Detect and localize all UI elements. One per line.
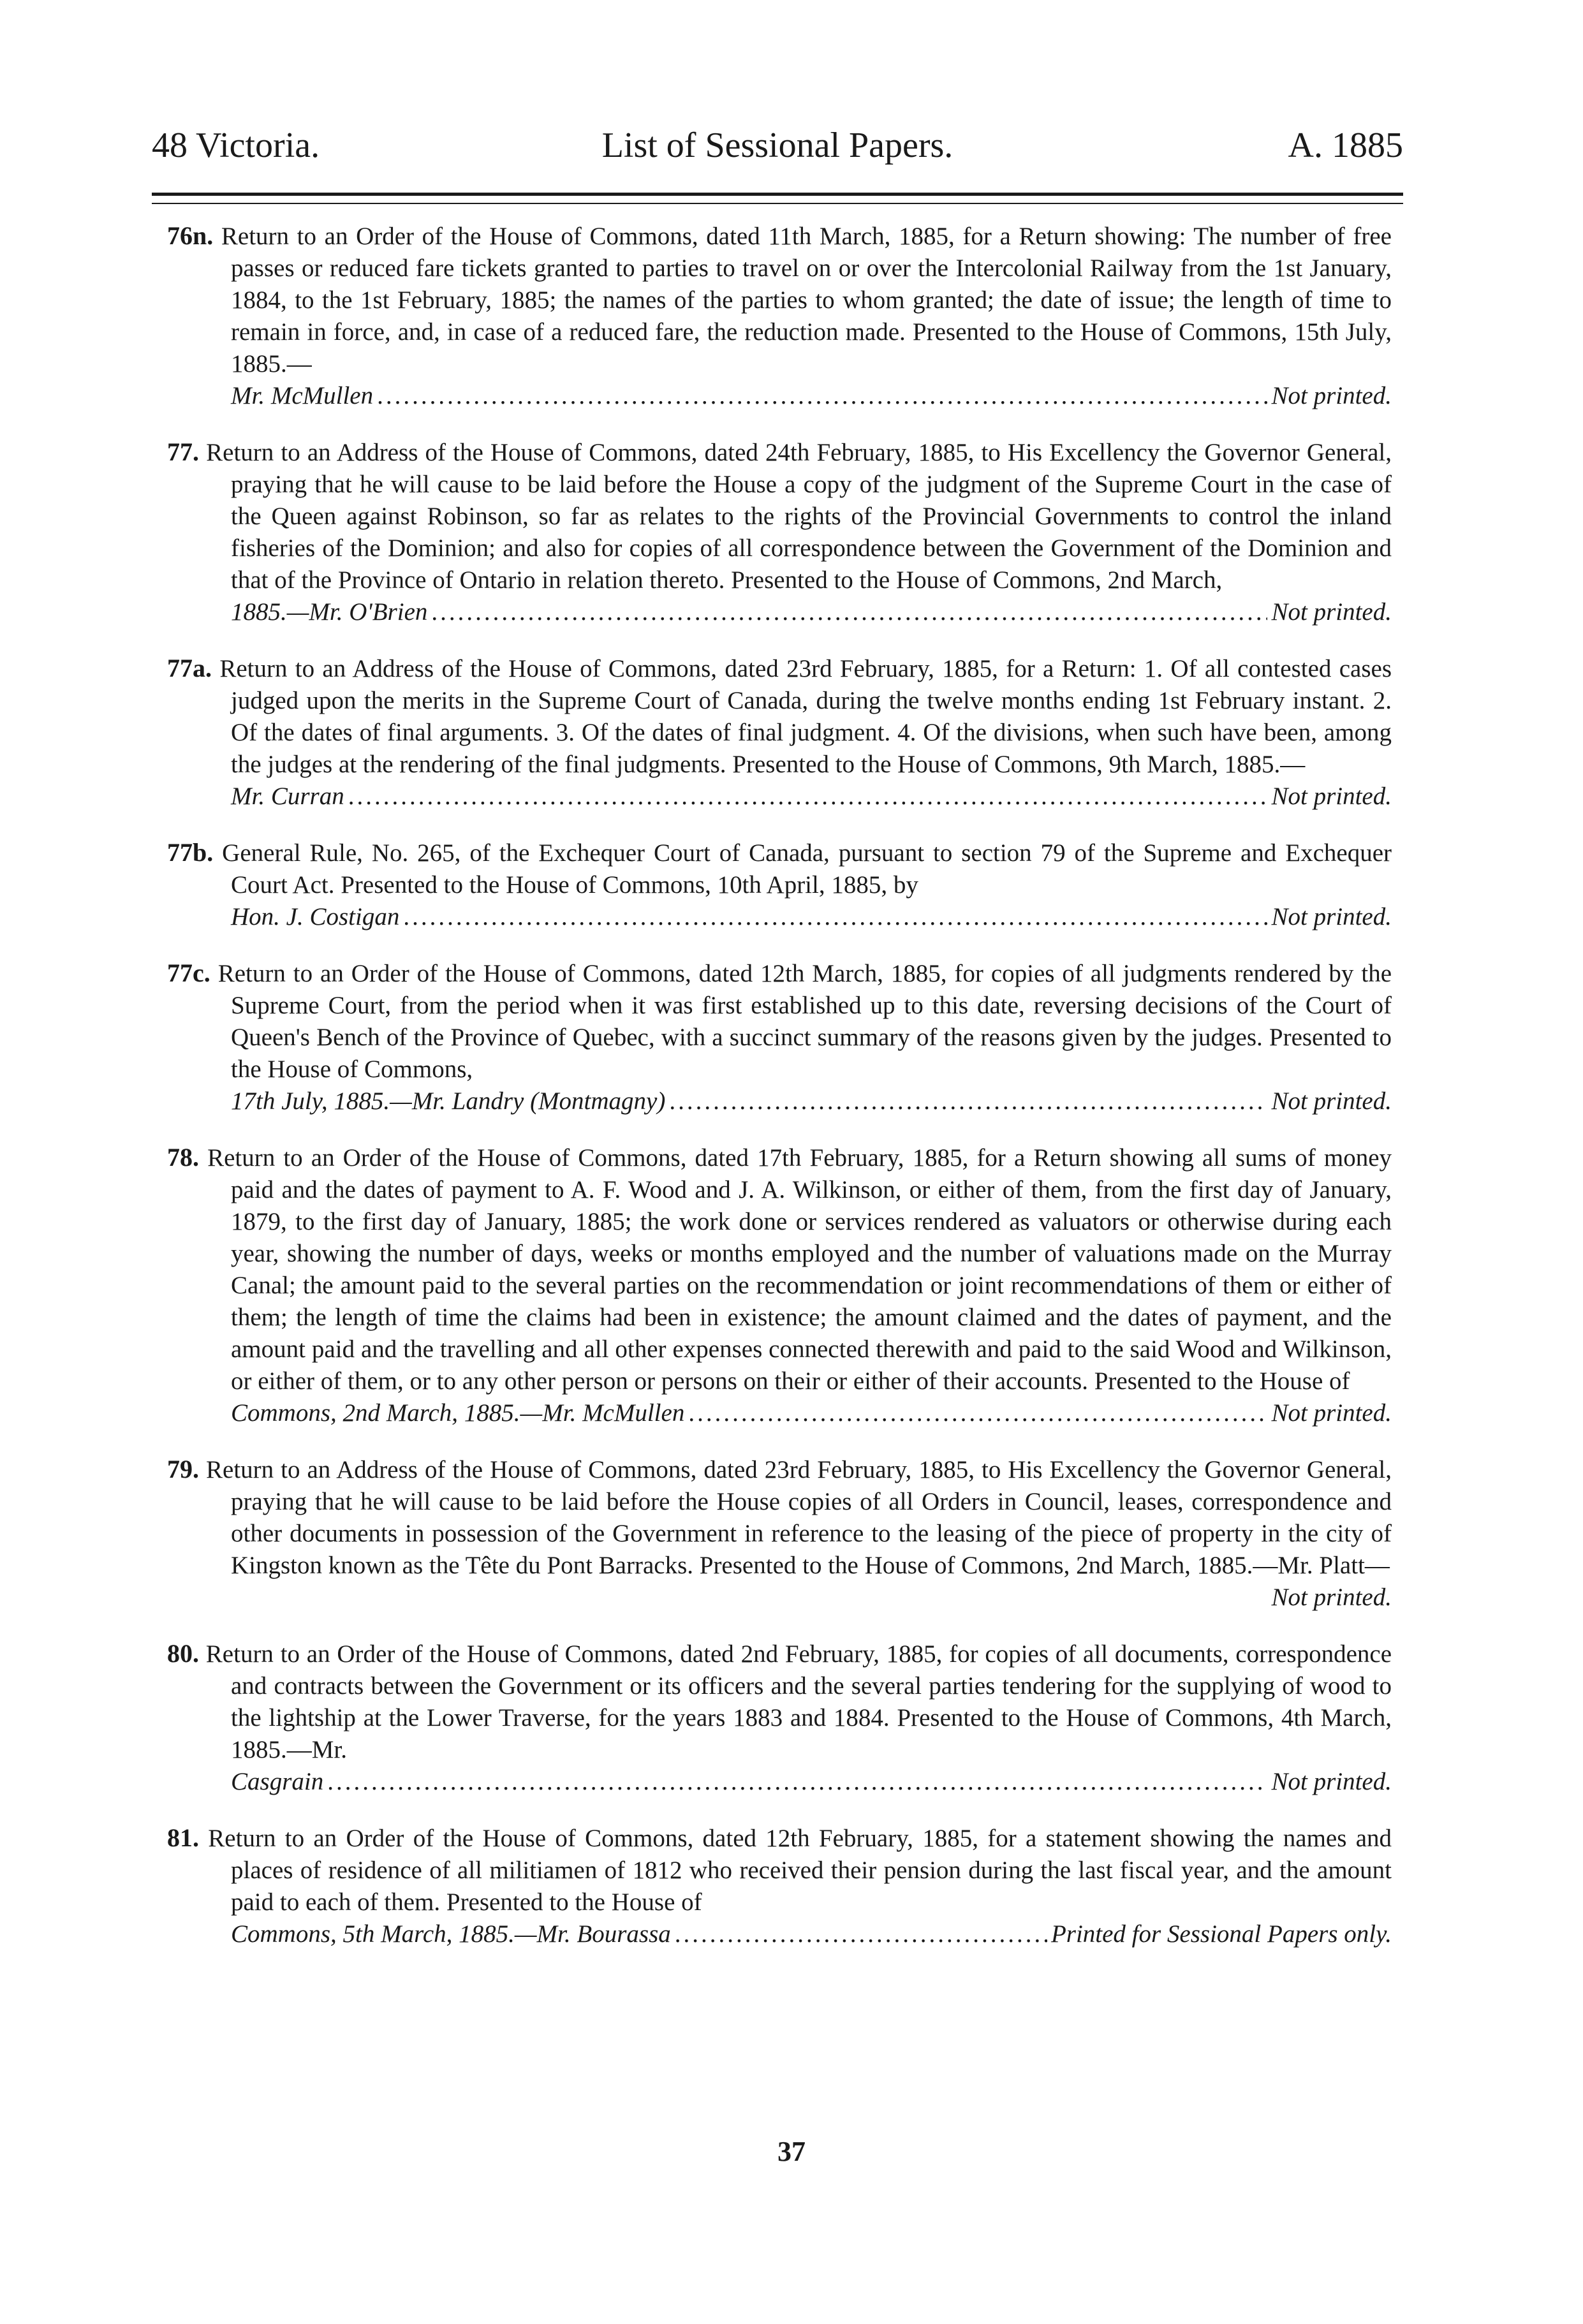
leader-dots: [669, 1085, 1267, 1117]
entry-number: 79.: [167, 1455, 199, 1483]
leader-dots: [377, 380, 1267, 412]
leader-dots: [348, 781, 1268, 813]
leader-dots: [403, 901, 1267, 933]
entry-number: 77a.: [167, 654, 212, 682]
header-title: List of Sessional Papers.: [601, 126, 953, 165]
entry-status: Printed for Sessional Papers only.: [1050, 1920, 1392, 1948]
entry-mover: 1885.—Mr. O'Brien: [231, 598, 428, 626]
entry-mover: Commons, 5th March, 1885.—Mr. Bourassa: [231, 1920, 671, 1948]
sessional-papers-list: [167, 220, 1392, 1975]
entry-text: Return to an Order of the House of Commons, dated 12th March, 1885, for copies of all judgments rendered by the Supreme Court, from the period when it was first established up to this date, reversing decisions of the Court of Queen's Bench of the Province of Quebec, with a succinct summary of the reasons given by the judges. Presented to the House of Commons,: [217, 960, 1392, 1083]
entry-text: Return to an Order of the House of Commons, dated 12th February, 1885, for a statement showing the names and places of residence of all militiamen of 1812 who received their pension during the last fiscal year, and the amount paid to each of them. Presented to the House of: [208, 1825, 1392, 1916]
entry-text: Return to an Address of the House of Commons, dated 24th February, 1885, to His Excellency the Governor General, praying that he will cause to be laid before the House a copy of the judgment of the Supreme Court in the case of the Queen against Robinson, so far as relates to the rights of the Provincial Governments to control the inland fisheries of the Dominion; and also for copies of all correspondence between the Government of the Dominion and that of the Province of Ontario in relation thereto. Presented to the House of Commons, 2nd March,: [206, 439, 1392, 594]
leader-dots: [431, 596, 1267, 628]
entry-mover: Commons, 2nd March, 1885.—Mr. McMullen: [231, 1399, 685, 1427]
entry-text: Return to an Order of the House of Commons, dated 17th February, 1885, for a Return showing all sums of money paid and the dates of payment to A. F. Wood and J. A. Wilkinson, or either of them, from the first day of January, 1879, to the first day of January, 1885; the work done or services rendered as valuators or otherwise during each year, showing the number of days, weeks or months employed and the number of valuations made on the Murray Canal; the amount paid to the several parties on the recommendation or joint recommendations of them or either of them; the length of time the claims had been in existence; the amount claimed and the dates of payment, and the amount paid and the travelling and all other expenses connected therewith and paid to the said Wood and Wilkinson, or either of them, or to any other person or persons on their or either of their accounts. Presented to the House of: [207, 1144, 1392, 1395]
entry-number: 77c.: [167, 959, 210, 987]
entry-81: [167, 1822, 1392, 1950]
entry-77a: [167, 652, 1392, 813]
entry-number: 77b.: [167, 838, 214, 867]
page-number: 37: [777, 2136, 806, 2167]
entry-text: General Rule, No. 265, of the Exchequer Court of Canada, pursuant to section 79 of the Supreme and Exchequer Court Act. Presented to the House of Commons, 10th April, 1885, by: [222, 839, 1392, 899]
entry-tail: [231, 1397, 1392, 1429]
header-rule-thick: [152, 193, 1403, 196]
entry-status: Not printed.: [1271, 1768, 1392, 1795]
entry-mover: Mr. McMullen: [231, 382, 374, 409]
entry-number: 80.: [167, 1639, 199, 1668]
entry-tail: [231, 1918, 1392, 1950]
entry-status: Not printed.: [1271, 903, 1392, 930]
entry-status: Not printed.: [1271, 382, 1392, 409]
header-rule-thin: [152, 203, 1403, 204]
header-session: 48 Victoria.: [152, 126, 320, 165]
entry-status: Not printed.: [1271, 1399, 1392, 1427]
header-year: A. 1885: [1288, 126, 1403, 165]
entry-tail: [231, 1085, 1392, 1117]
leader-dots: [675, 1918, 1047, 1950]
entry-number: 78.: [167, 1143, 199, 1172]
entry-mover: 17th July, 1885.—Mr. Landry (Montmagny): [231, 1087, 666, 1115]
leader-dots: [327, 1766, 1267, 1798]
entry-status: Not printed.: [1271, 783, 1392, 810]
entry-text: Return to an Address of the House of Commons, dated 23rd February, 1885, to His Excellency the Governor General, praying that he will cause to be laid before the House copies of all Orders in Council, leases, correspondence and other documents in possession of the Government in reference to the leasing of the piece of property in the city of Kingston known as the Tête du Pont Barracks. Presented to the House of Commons, 2nd March, 1885.—Mr. Platt—: [206, 1456, 1392, 1579]
entry-tail: [231, 380, 1392, 412]
entry-tail: [231, 1766, 1392, 1798]
entry-text: Return to an Address of the House of Commons, dated 23rd February, 1885, for a Return: 1. Of all contested cases judged upon the merits in the Supreme Court of Canada, during the twelve months ending 1st February instant. 2. Of the dates of final arguments. 3. Of the dates of final judgment. 4. Of the divisions, when such have been, among the judges at the rendering of the final judgments. Presented to the House of Commons, 9th March, 1885.—: [219, 655, 1392, 778]
leader-dots: [688, 1397, 1267, 1429]
entry-76n: [167, 220, 1392, 412]
entry-status: Not printed.: [1271, 1584, 1392, 1611]
entry-mover: Casgrain: [231, 1768, 324, 1795]
entry-number: 81.: [167, 1823, 199, 1852]
entry-text: Return to an Order of the House of Commons, dated 11th March, 1885, for a Return showing: The number of free passes or reduced fare tickets granted to parties to travel on or over the Intercolonial Railway from the 1st January, 1884, to the 1st February, 1885; the names of the parties to whom granted; the date of issue; the length of time to remain in force, and, in case of a reduced fare, the reduction made. Presented to the House of Commons, 15th July, 1885.—: [221, 223, 1392, 378]
entry-77: [167, 436, 1392, 628]
entry-mover: Hon. J. Costigan: [231, 903, 400, 930]
entry-text: Return to an Order of the House of Commons, dated 2nd February, 1885, for copies of all documents, correspondence and contracts between the Government or its officers and the several parties tendering for the supplying of wood to the lightship at the Lower Traverse, for the years 1883 and 1884. Presented to the House of Commons, 4th March, 1885.—Mr.: [205, 1640, 1392, 1763]
entry-80: [167, 1638, 1392, 1798]
entry-number: 76n.: [167, 221, 214, 250]
entry-79: [167, 1453, 1392, 1614]
entry-78: [167, 1142, 1392, 1429]
entry-status: Not printed.: [1271, 1087, 1392, 1115]
entry-tail: [231, 901, 1392, 933]
entry-77b: [167, 837, 1392, 933]
entry-mover: Mr. Curran: [231, 783, 344, 810]
entry-number: 77.: [167, 438, 199, 466]
entry-tail: [231, 781, 1392, 813]
entry-tail: [231, 596, 1392, 628]
page-header: [152, 120, 1403, 171]
entry-77c: [167, 957, 1392, 1117]
entry-status: Not printed.: [1271, 598, 1392, 626]
